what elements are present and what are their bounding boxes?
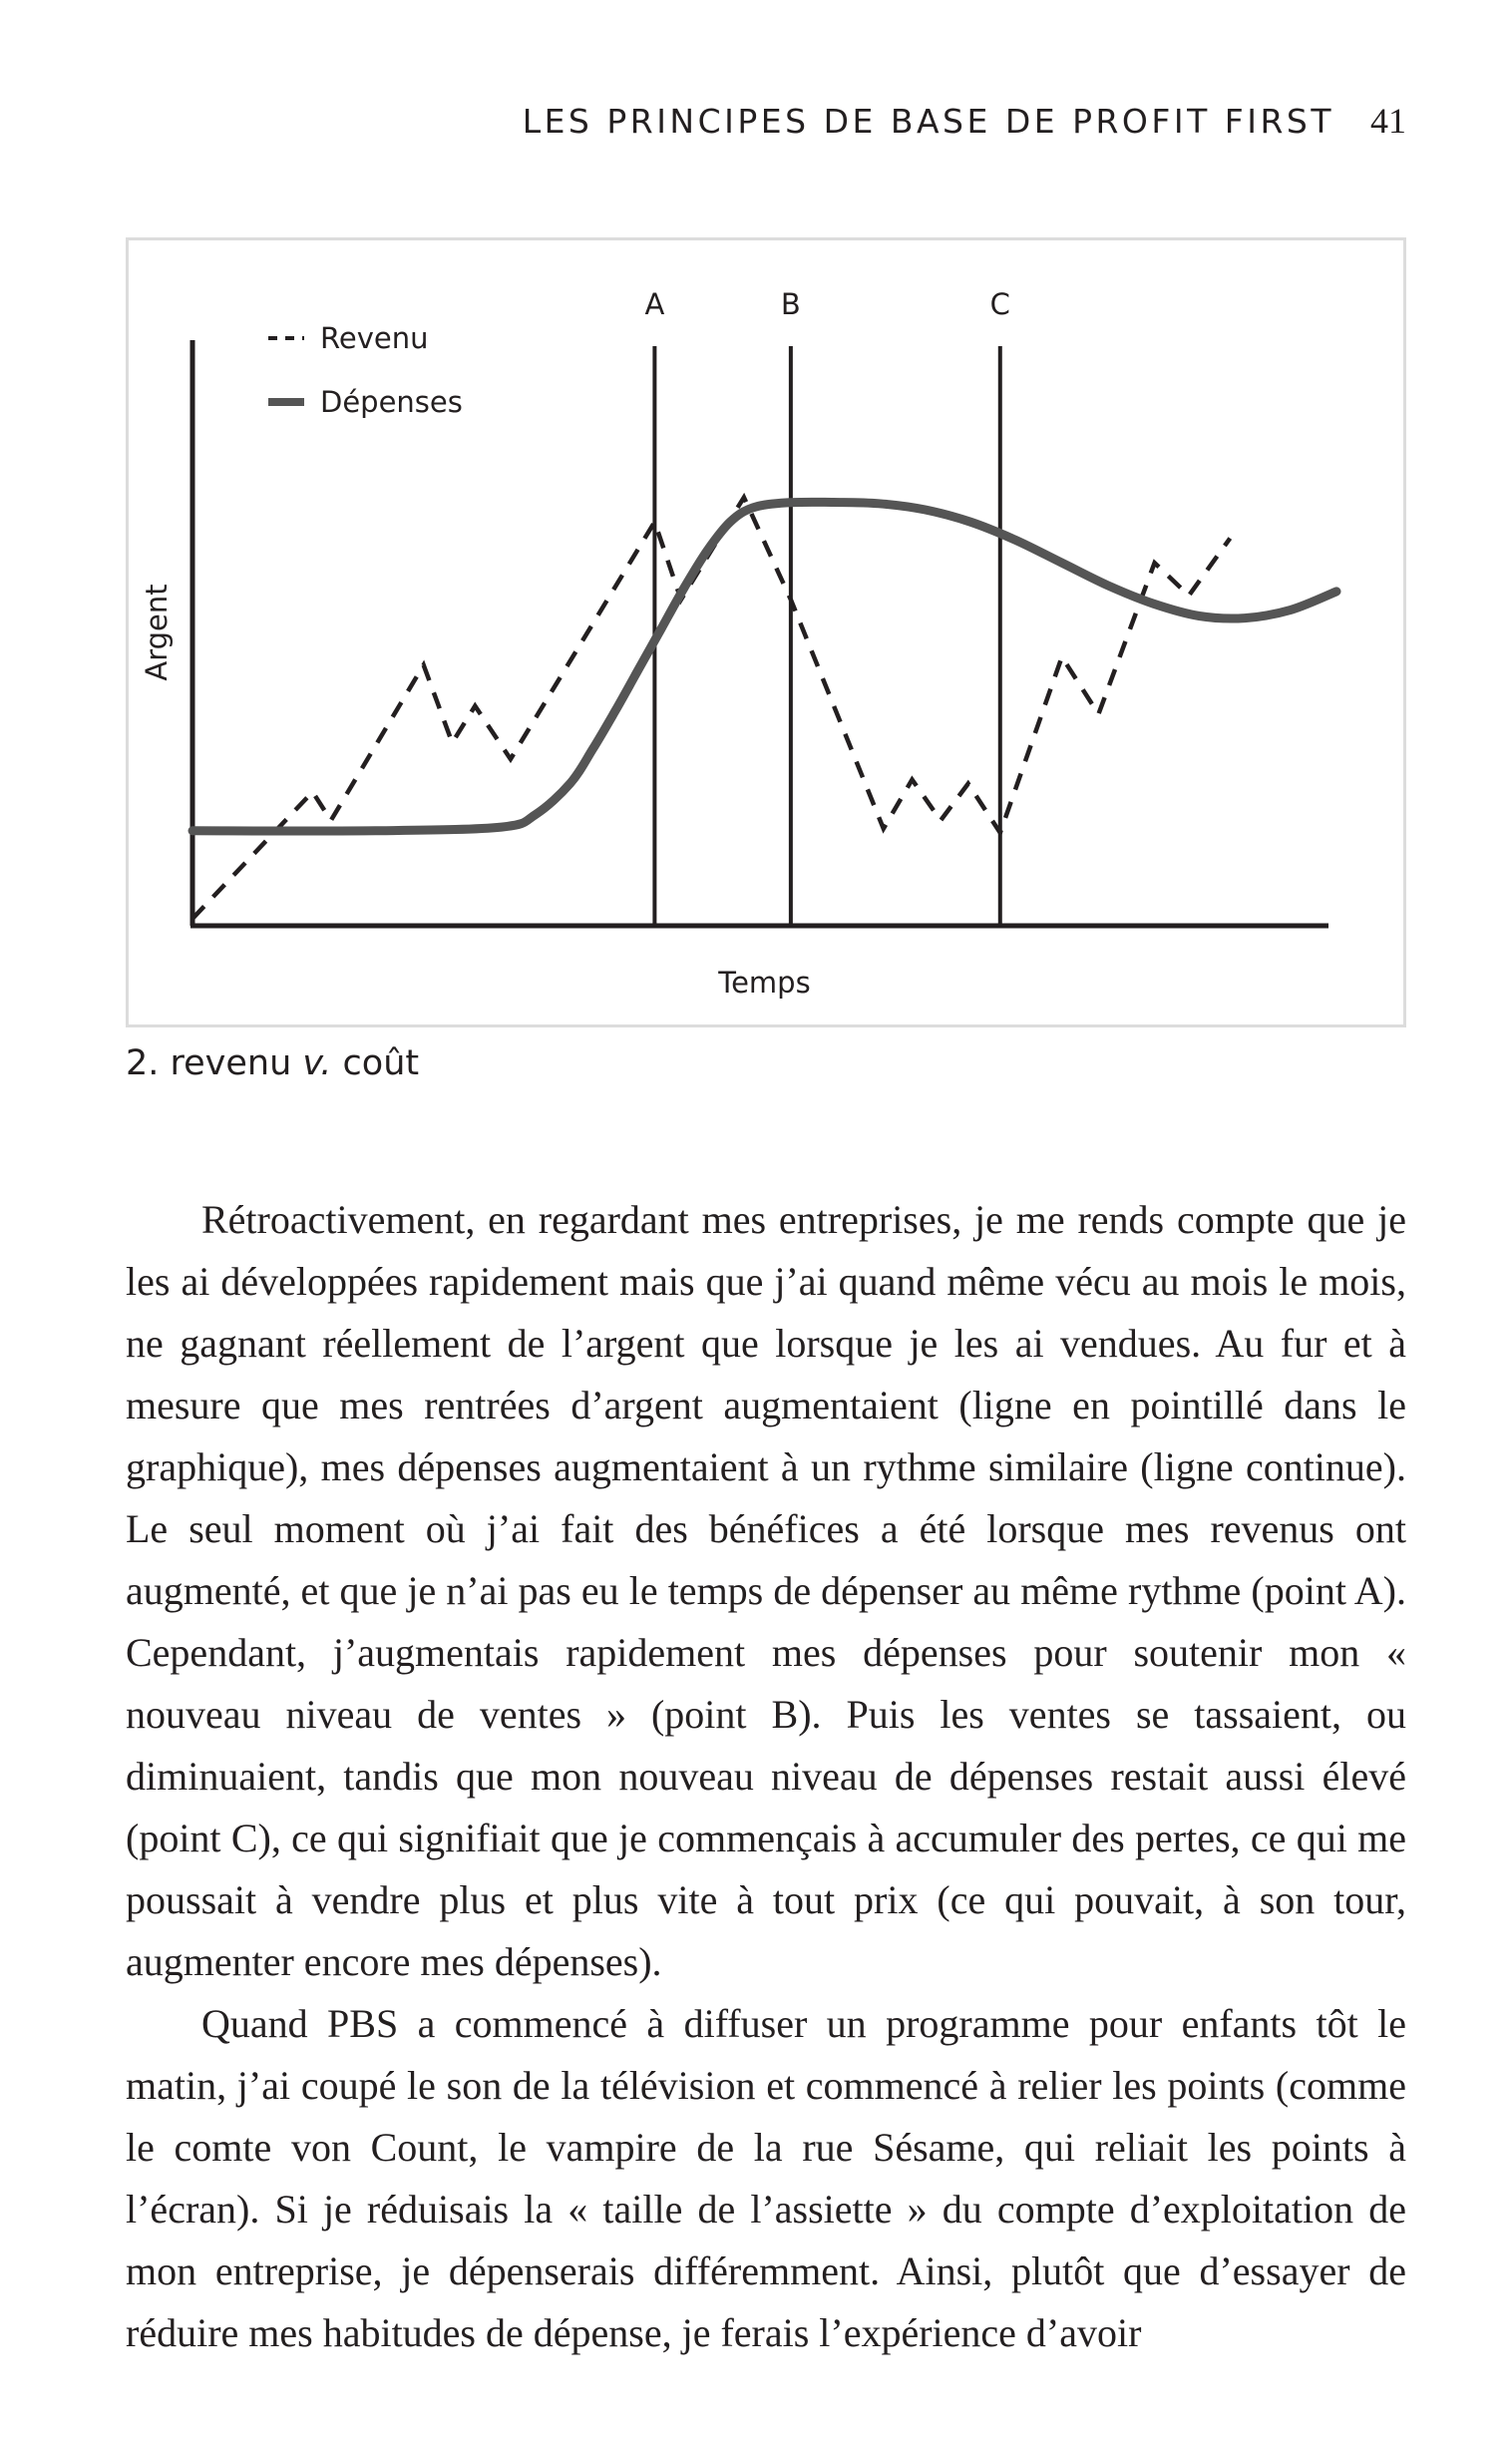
- caption-italic: v.: [302, 1043, 332, 1083]
- revenue-cost-chart: [129, 240, 1403, 1024]
- marker-label-b: B: [780, 287, 801, 321]
- figure-caption: [126, 1043, 419, 1083]
- caption-prefix: 2. revenu: [126, 1043, 303, 1083]
- series-line-revenu: [192, 498, 1230, 919]
- marker-label-c: C: [989, 287, 1010, 321]
- page-number: 41: [1370, 101, 1406, 141]
- legend-label-depenses: Dépenses: [320, 385, 463, 419]
- paragraph: Rétroactivement, en regardant mes entreprises, je me rends compte que je les ai développées rapidement mais que j’ai quand même vécu au mois le mois, ne gagnant réellement de l’argent que lorsque je les ai vendues. Au fur et à mesure que mes rentrées d’argent augmentaient (ligne en pointillé dans le graphique), mes dépenses augmentaient à un rythme similaire (ligne continue). Le seul moment où j’ai fait des bénéfices a été lorsque mes revenus ont augmenté, et que je n’ai pas eu le temps de dépenser au même rythme (point A). Cependant, j’augmentais rapidement mes dépenses pour soutenir mon « nouveau niveau de ventes » (point B). Puis les ventes se tassaient, ou diminuaient, tandis que mon nouveau niveau de dépenses restait aussi élevé (point C), ce qui signifiait que je commençais à accumuler des pertes, ce qui me poussait à vendre plus et plus vite à tout prix (ce qui pouvait, à son tour, augmenter encore mes dépenses).: [126, 1197, 1406, 1984]
- running-header: [523, 100, 1406, 142]
- paragraph: Quand PBS a commencé à diffuser un programme pour enfants tôt le matin, j’ai coupé le son de la télévision et commencé à relier les points (comme le comte von Count, le vampire de la rue Sésame, qui reliait les points à l’écran). Si je réduisais la « taille de l’assiette » du compte d’exploitation de mon entreprise, je dépenserais différemment. Ainsi, plutôt que d’essayer de réduire mes habitudes de dépense, je ferais l’expérience d’avoir: [126, 2001, 1406, 2355]
- running-title: LES PRINCIPES DE BASE DE PROFIT FIRST: [522, 102, 1334, 141]
- figure-frame: [126, 237, 1406, 1027]
- x-axis-label: Temps: [718, 966, 811, 1000]
- series-line-depenses: [192, 502, 1336, 831]
- y-axis-label: Argent: [140, 584, 174, 681]
- marker-label-a: A: [644, 287, 665, 321]
- legend-label-revenu: Revenu: [320, 321, 429, 355]
- body-text: [126, 1189, 1406, 2364]
- caption-suffix: coût: [331, 1043, 420, 1083]
